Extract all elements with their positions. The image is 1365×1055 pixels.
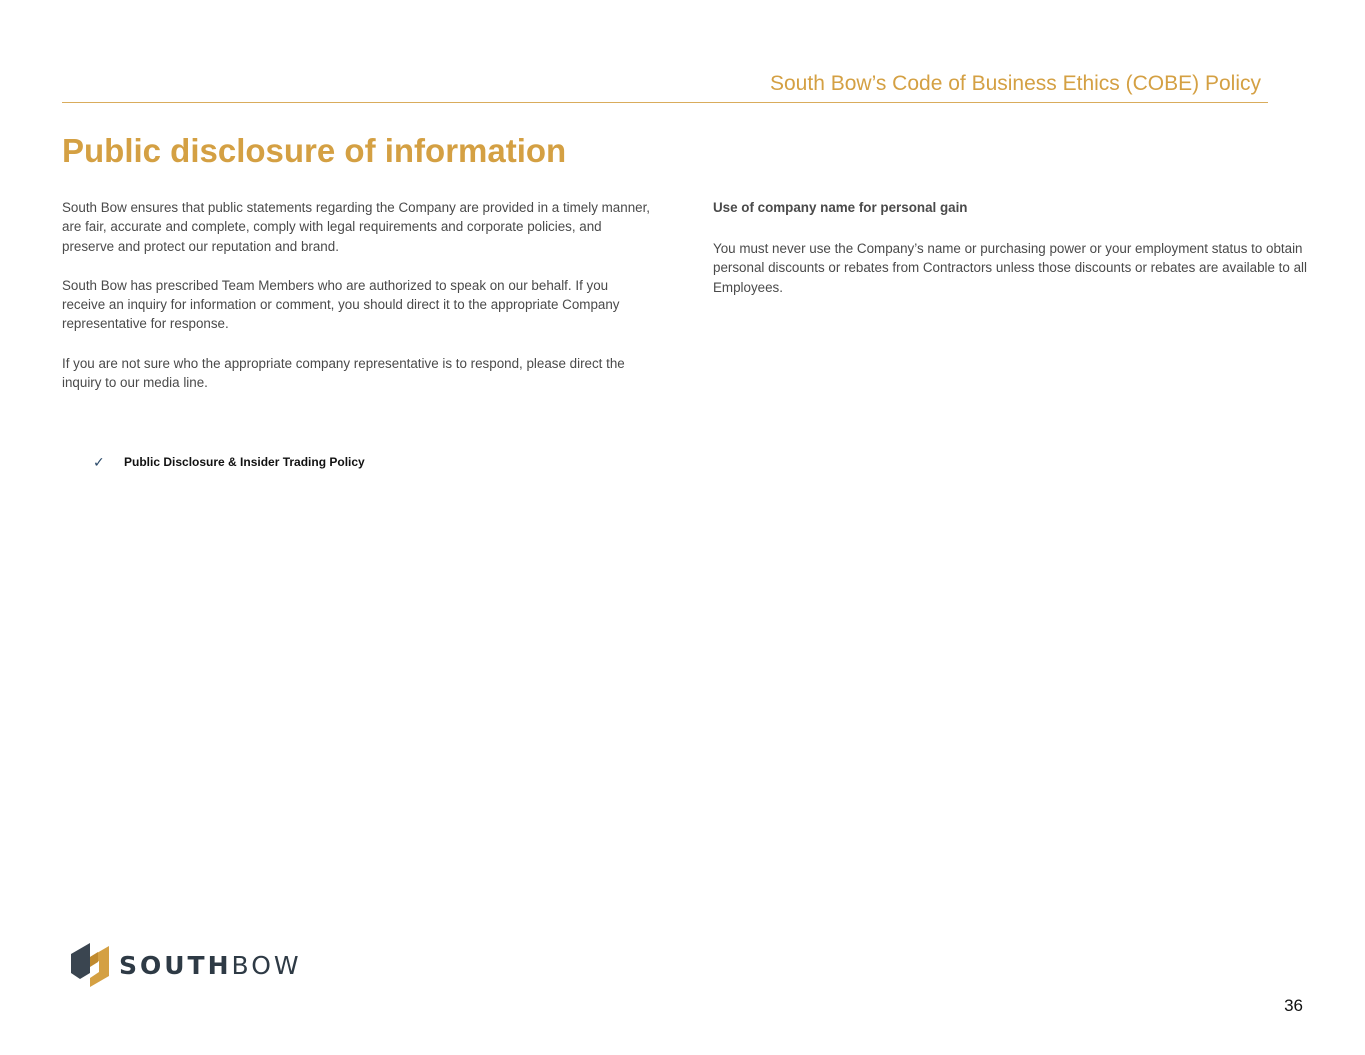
document-header-title: South Bow’s Code of Business Ethics (COBE) Policy <box>770 72 1261 95</box>
body-paragraph: If you are not sure who the appropriate company representative is to respond, please direct the inquiry to our media line. <box>62 355 625 391</box>
header-divider <box>62 102 1268 103</box>
section-subheading: Use of company name for personal gain <box>713 200 968 215</box>
page-title: Public disclosure of information <box>62 132 567 169</box>
left-column <box>62 198 652 412</box>
body-paragraph: South Bow ensures that public statements regarding the Company are provided in a timely manner, are fair, accurate and complete, comply with legal requirements and corporate policies, and preserve and protect our reputation and brand. <box>62 200 651 254</box>
southbow-wordmark: SOUTHBOW <box>119 950 302 980</box>
body-paragraph: South Bow has prescribed Team Members who are authorized to speak on our behalf. If you receive an inquiry for information or comment, you should direct it to the appropriate Company representative for response. <box>62 277 620 332</box>
southbow-logo-mark-icon <box>70 942 110 988</box>
policy-reference-link[interactable] <box>93 453 365 471</box>
checkmark-icon: ✓ <box>93 454 105 470</box>
right-column <box>713 198 1308 317</box>
southbow-logo <box>70 942 302 988</box>
body-paragraph: You must never use the Company’s name or purchasing power or your employment status to obtain personal discounts or rebates from Contractors unless those discounts or rebates are available to all Employees. <box>713 241 1307 295</box>
page-number: 36 <box>1284 996 1303 1015</box>
policy-reference-label: Public Disclosure & Insider Trading Policy <box>124 455 365 469</box>
